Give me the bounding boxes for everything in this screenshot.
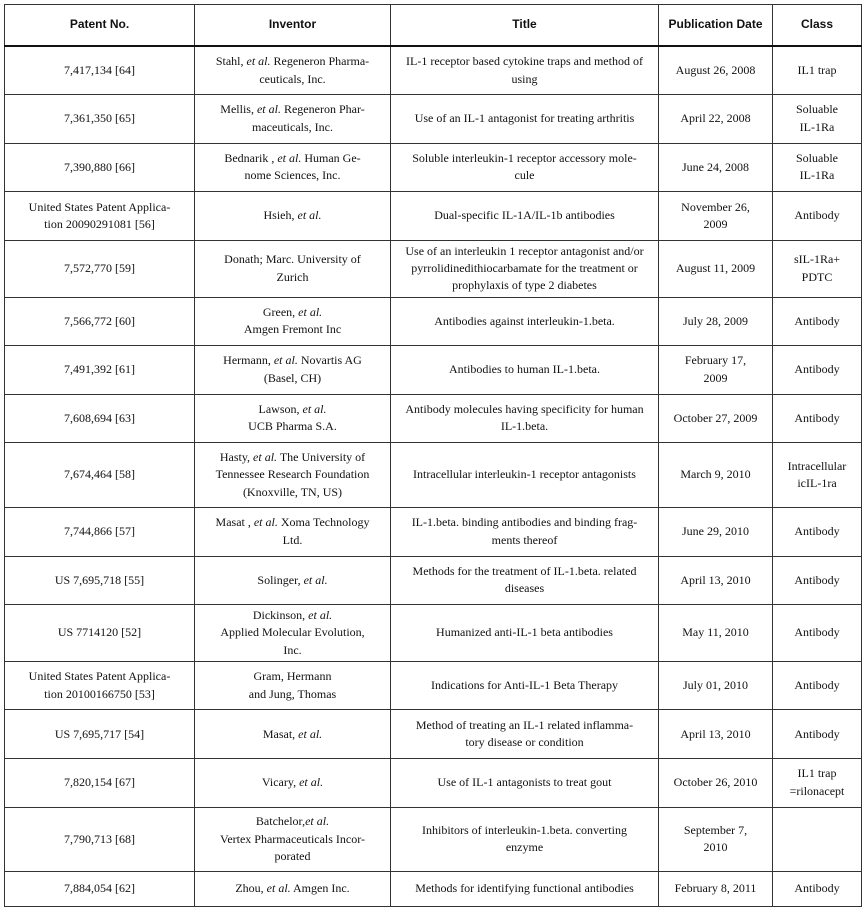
cell-inventor: Hasty, et al. The University of Tennessee Research Foundation (Knoxville, TN, US) bbox=[195, 443, 391, 508]
cell-patent-no: US 7,695,718 [55] bbox=[5, 556, 195, 605]
cell-class: Antibody bbox=[773, 605, 862, 662]
cell-class: Soluable IL-1Ra bbox=[773, 143, 862, 192]
cell-inventor: Stahl, et al. Regeneron Pharma- ceuticals, Inc. bbox=[195, 46, 391, 95]
header-row bbox=[5, 5, 862, 47]
cell-patent-no: 7,390,880 [66] bbox=[5, 143, 195, 192]
cell-inventor: Bednarik , et al. Human Ge- nome Sciences, Inc. bbox=[195, 143, 391, 192]
table-row bbox=[5, 46, 862, 95]
table-row bbox=[5, 394, 862, 443]
table-row bbox=[5, 192, 862, 241]
cell-title: Soluble interleukin-1 receptor accessory mole- cule bbox=[391, 143, 659, 192]
cell-patent-no: 7,361,350 [65] bbox=[5, 95, 195, 144]
cell-title: Methods for the treatment of IL-1.beta. related diseases bbox=[391, 556, 659, 605]
table-row bbox=[5, 95, 862, 144]
table-row bbox=[5, 556, 862, 605]
cell-class: Antibody bbox=[773, 556, 862, 605]
table-row bbox=[5, 759, 862, 808]
cell-publication-date: September 7, 2010 bbox=[659, 807, 773, 872]
table-header bbox=[5, 5, 862, 47]
table-row bbox=[5, 297, 862, 346]
cell-class: Intracellular icIL-1ra bbox=[773, 443, 862, 508]
cell-inventor: Batchelor,et al. Vertex Pharmaceuticals Incor- porated bbox=[195, 807, 391, 872]
cell-title: Use of an IL-1 antagonist for treating arthritis bbox=[391, 95, 659, 144]
cell-publication-date: June 24, 2008 bbox=[659, 143, 773, 192]
cell-inventor: Lawson, et al. UCB Pharma S.A. bbox=[195, 394, 391, 443]
cell-inventor: Mellis, et al. Regeneron Phar- maceuticals, Inc. bbox=[195, 95, 391, 144]
cell-patent-no: US 7,695,717 [54] bbox=[5, 710, 195, 759]
cell-class: IL1 trap bbox=[773, 46, 862, 95]
table-row bbox=[5, 872, 862, 907]
table-row bbox=[5, 143, 862, 192]
cell-class: Antibody bbox=[773, 710, 862, 759]
cell-patent-no: United States Patent Applica- tion 20100166750 [53] bbox=[5, 661, 195, 710]
cell-publication-date: October 27, 2009 bbox=[659, 394, 773, 443]
header-publication-date: Publication Date bbox=[659, 5, 773, 47]
cell-class: sIL-1Ra+ PDTC bbox=[773, 240, 862, 297]
cell-patent-no: 7,820,154 [67] bbox=[5, 759, 195, 808]
patent-table bbox=[4, 4, 862, 907]
cell-patent-no: 7,566,772 [60] bbox=[5, 297, 195, 346]
cell-class: Antibody bbox=[773, 872, 862, 907]
cell-inventor: Masat, et al. bbox=[195, 710, 391, 759]
cell-inventor: Vicary, et al. bbox=[195, 759, 391, 808]
cell-patent-no: United States Patent Applica- tion 20090291081 [56] bbox=[5, 192, 195, 241]
cell-patent-no: 7,491,392 [61] bbox=[5, 346, 195, 395]
cell-title: Methods for identifying functional antibodies bbox=[391, 872, 659, 907]
header-inventor: Inventor bbox=[195, 5, 391, 47]
cell-inventor: Hermann, et al. Novartis AG (Basel, CH) bbox=[195, 346, 391, 395]
table-row bbox=[5, 807, 862, 872]
cell-patent-no: 7,572,770 [59] bbox=[5, 240, 195, 297]
cell-class: Antibody bbox=[773, 346, 862, 395]
cell-inventor: Hsieh, et al. bbox=[195, 192, 391, 241]
header-patent-no: Patent No. bbox=[5, 5, 195, 47]
cell-class: Antibody bbox=[773, 297, 862, 346]
cell-title: IL-1 receptor based cytokine traps and method of using bbox=[391, 46, 659, 95]
cell-publication-date: February 17, 2009 bbox=[659, 346, 773, 395]
cell-title: Dual-specific IL-1A/IL-1b antibodies bbox=[391, 192, 659, 241]
table-row bbox=[5, 661, 862, 710]
cell-patent-no: 7,744,866 [57] bbox=[5, 508, 195, 557]
cell-inventor: Solinger, et al. bbox=[195, 556, 391, 605]
cell-inventor: Masat , et al. Xoma Technology Ltd. bbox=[195, 508, 391, 557]
header-title: Title bbox=[391, 5, 659, 47]
cell-publication-date: August 11, 2009 bbox=[659, 240, 773, 297]
cell-title: Antibodies to human IL-1.beta. bbox=[391, 346, 659, 395]
cell-title: Inhibitors of interleukin-1.beta. converting enzyme bbox=[391, 807, 659, 872]
cell-inventor: Zhou, et al. Amgen Inc. bbox=[195, 872, 391, 907]
cell-publication-date: August 26, 2008 bbox=[659, 46, 773, 95]
cell-publication-date: July 28, 2009 bbox=[659, 297, 773, 346]
cell-class: Antibody bbox=[773, 192, 862, 241]
cell-publication-date: April 13, 2010 bbox=[659, 710, 773, 759]
cell-title: IL-1.beta. binding antibodies and binding frag- ments thereof bbox=[391, 508, 659, 557]
cell-publication-date: April 13, 2010 bbox=[659, 556, 773, 605]
cell-title: Method of treating an IL-1 related inflamma- tory disease or condition bbox=[391, 710, 659, 759]
cell-patent-no: 7,417,134 [64] bbox=[5, 46, 195, 95]
cell-publication-date: June 29, 2010 bbox=[659, 508, 773, 557]
cell-class: IL1 trap =rilonacept bbox=[773, 759, 862, 808]
cell-publication-date: July 01, 2010 bbox=[659, 661, 773, 710]
cell-publication-date: October 26, 2010 bbox=[659, 759, 773, 808]
cell-class: Antibody bbox=[773, 394, 862, 443]
cell-patent-no: 7,884,054 [62] bbox=[5, 872, 195, 907]
cell-title: Intracellular interleukin-1 receptor antagonists bbox=[391, 443, 659, 508]
table-row bbox=[5, 443, 862, 508]
cell-inventor: Green, et al. Amgen Fremont Inc bbox=[195, 297, 391, 346]
header-class: Class bbox=[773, 5, 862, 47]
cell-title: Antibody molecules having specificity for human IL-1.beta. bbox=[391, 394, 659, 443]
cell-title: Indications for Anti-IL-1 Beta Therapy bbox=[391, 661, 659, 710]
table-row bbox=[5, 710, 862, 759]
cell-inventor: Dickinson, et al. Applied Molecular Evolution, Inc. bbox=[195, 605, 391, 662]
cell-class bbox=[773, 807, 862, 872]
cell-title: Use of an interleukin 1 receptor antagonist and/or pyrrolidinedithiocarbamate for the treatment or prophylaxis of type 2 diabetes bbox=[391, 240, 659, 297]
table-row bbox=[5, 605, 862, 662]
cell-patent-no: US 7714120 [52] bbox=[5, 605, 195, 662]
cell-title: Humanized anti-IL-1 beta antibodies bbox=[391, 605, 659, 662]
cell-inventor: Gram, Hermann and Jung, Thomas bbox=[195, 661, 391, 710]
cell-publication-date: April 22, 2008 bbox=[659, 95, 773, 144]
cell-patent-no: 7,608,694 [63] bbox=[5, 394, 195, 443]
cell-class: Soluable IL-1Ra bbox=[773, 95, 862, 144]
cell-patent-no: 7,790,713 [68] bbox=[5, 807, 195, 872]
cell-title: Antibodies against interleukin-1.beta. bbox=[391, 297, 659, 346]
table-row bbox=[5, 346, 862, 395]
cell-class: Antibody bbox=[773, 661, 862, 710]
cell-publication-date: March 9, 2010 bbox=[659, 443, 773, 508]
cell-patent-no: 7,674,464 [58] bbox=[5, 443, 195, 508]
table-body bbox=[5, 46, 862, 907]
cell-publication-date: November 26, 2009 bbox=[659, 192, 773, 241]
cell-inventor: Donath; Marc. University of Zurich bbox=[195, 240, 391, 297]
table-row bbox=[5, 240, 862, 297]
cell-title: Use of IL-1 antagonists to treat gout bbox=[391, 759, 659, 808]
cell-publication-date: February 8, 2011 bbox=[659, 872, 773, 907]
table-row bbox=[5, 508, 862, 557]
cell-publication-date: May 11, 2010 bbox=[659, 605, 773, 662]
cell-class: Antibody bbox=[773, 508, 862, 557]
